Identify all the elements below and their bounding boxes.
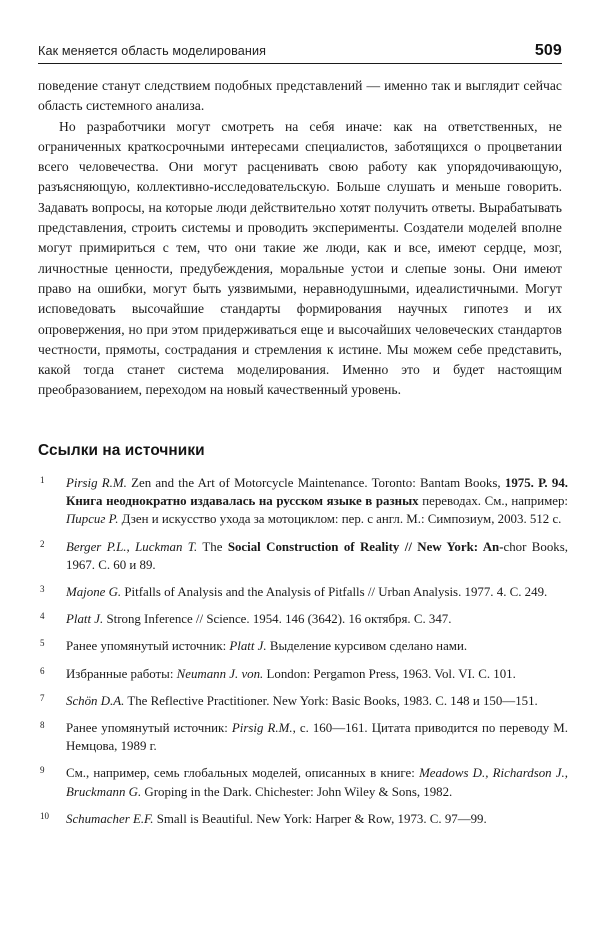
reference-run: Groping in the Dark. Chichester: John Wiley & Sons, 1982.: [141, 784, 453, 799]
reference-run: Zen and the Art of Motorcycle Maintenance. Toronto: Bantam Books,: [126, 476, 505, 490]
reference-run: Majone G.: [66, 585, 122, 600]
page-number: 509: [534, 42, 562, 59]
reference-run: The: [197, 539, 228, 554]
reference-run: Strong Inference // Science. 1954. 146 (3642). 16 октября. С. 347.: [103, 612, 452, 627]
reference-item: [38, 474, 568, 529]
reference-run: Schumacher E.F.: [66, 811, 154, 826]
reference-run: Избранные работы:: [66, 666, 177, 681]
reference-number: 3: [40, 584, 45, 595]
reference-run: Small is Beautiful. New York: Harper & Row, 1973. С. 97—99.: [153, 811, 487, 826]
reference-number: 10: [40, 810, 49, 821]
reference-run: chor Books, 1967. С. 60 и 89.: [66, 539, 568, 572]
reference-text: [66, 665, 568, 683]
reference-run: Schön D.A.: [66, 693, 125, 708]
reference-run: , с. 160—161. Цитата приводится по переводу М. Немцова, 1989 г.: [66, 721, 568, 754]
reference-run: Выделение курсивом сделано нами.: [266, 639, 468, 654]
reference-run: Pirsig R.M.: [231, 721, 293, 736]
reference-item: [38, 665, 568, 683]
reference-text: [66, 692, 568, 710]
reference-number: 8: [40, 720, 45, 731]
reference-list: [38, 474, 568, 828]
running-head-title: Как меняется область моделирования: [38, 44, 267, 58]
reference-text: [66, 810, 568, 828]
reference-text: [66, 610, 568, 628]
reference-run: Berger P.L., Luckman T.: [66, 539, 198, 554]
reference-run: 1975. Р. 94. Книга неоднократно издавалась на русском языке в разных: [66, 476, 569, 509]
reference-run: Ранее упомянутый источник:: [66, 721, 232, 736]
reference-run: London: Pergamon Press, 1963. Vol. VI. С. 101.: [263, 666, 516, 681]
reference-run: Пирсиг Р.: [66, 512, 119, 527]
body-text-column: [38, 76, 562, 401]
reference-item: [38, 810, 568, 828]
reference-text: [66, 719, 568, 755]
reference-item: [38, 764, 568, 800]
paragraph: Но разработчики могут смотреть на себя иначе: как на ответственных, не ограниченных краткосрочными интересами специалистов, заботящихся о процветании всего человечества. Они могут расценивать свою работу как упорядочивающую, разъясняющую, коллективно-исследовательскую. Больше слушать и меньше говорить. Задавать вопросы, на которые люди действительно хотят получить ответы. Вырабатывать представления, строить системы и проводить эксперименты. Создатели моделей вполне могут примириться с тем, что они такие же люди, как и все, имеют сердце, мозг, личностные ценности, предубеждения, моральные устои и слепые зоны. Они имеют право на ошибки, могут быть уязвимыми, неравнодушными, идеалистичными. Могут исповедовать высочайшие стандарты формирования научных гипотез и их опровержения, но при этом придерживаться еще и высочайших человеческих стандартов честности, прямоты, сострадания и стремления к истине. Мы можем себе представить, какой тогда станет система моделирования. Именно это и будет настоящим преобразованием, переходом на новый качественный уровень.: [38, 118, 562, 398]
references-heading-wrap: [38, 442, 562, 460]
reference-number: 6: [40, 665, 45, 676]
reference-text: [66, 637, 568, 655]
reference-run: Neumann J. von.: [176, 666, 264, 681]
reference-item: [38, 719, 568, 755]
reference-run: Social Construction of Reality // New York: An-: [227, 539, 504, 554]
reference-number: 9: [40, 765, 45, 776]
reference-text: [66, 764, 568, 800]
reference-number: 1: [40, 475, 45, 485]
paragraph: поведение станут следствием подобных представлений — именно так и выглядит сейчас область системного анализа.: [38, 78, 562, 114]
references-section: [38, 474, 568, 828]
reference-item: [38, 538, 568, 574]
reference-text: [66, 538, 568, 574]
reference-number: 2: [40, 538, 45, 549]
reference-item: [38, 610, 568, 628]
reference-run: The Reflective Practitioner. New York: Basic Books, 1983. С. 148 и 150—151.: [124, 693, 538, 708]
reference-item: [38, 583, 568, 601]
reference-run: Platt J.: [229, 639, 267, 654]
reference-number: 5: [40, 638, 45, 649]
reference-run: См., например, семь глобальных моделей, описанных в книге:: [66, 766, 420, 781]
reference-number: 7: [40, 692, 45, 703]
references-heading: Ссылки на источники: [38, 442, 205, 459]
reference-item: [38, 692, 568, 710]
reference-text: [66, 474, 568, 529]
reference-run: Ранее упомянутый источник:: [66, 639, 230, 654]
reference-run: Meadows D., Richardson J., Bruckmann G.: [66, 766, 568, 799]
reference-run: Pirsig R.M.: [66, 476, 127, 490]
reference-run: Platt J.: [66, 612, 104, 627]
reference-run: переводах. См., например:: [418, 494, 568, 509]
reference-run: Дзен и искусство ухода за мотоциклом: пер. с англ. М.: Симпозиум, 2003. 512 с.: [118, 512, 562, 527]
reference-run: Pitfalls of Analysis and the Analysis of Pitfalls // Urban Analysis. 1977. 4. С. 249.: [121, 585, 548, 600]
reference-text: [66, 583, 568, 601]
reference-number: 4: [40, 611, 45, 622]
running-head: [38, 42, 562, 64]
reference-item: [38, 637, 568, 655]
